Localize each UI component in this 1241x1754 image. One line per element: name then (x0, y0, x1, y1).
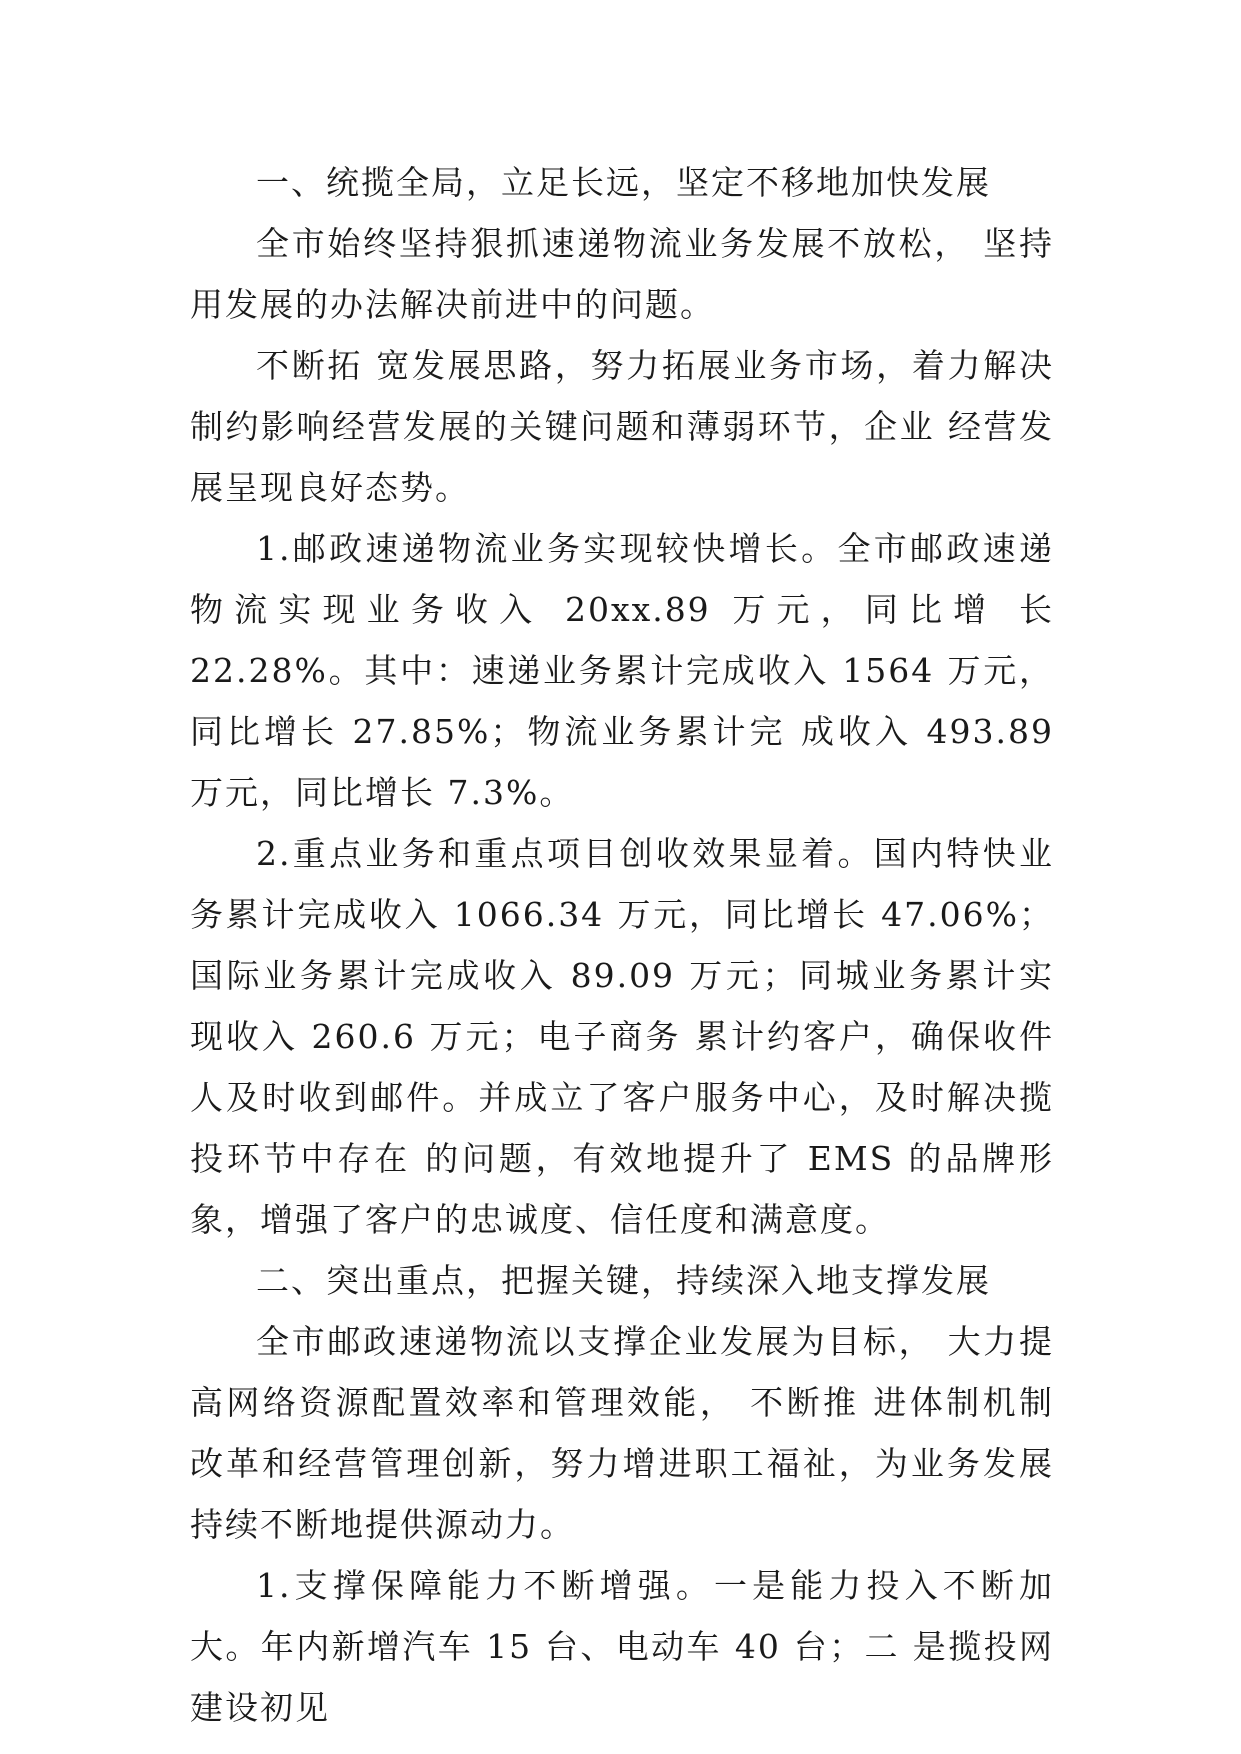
paragraph-4: 2.重点业务和重点项目创收效果显着。国内特快业务累计完成收入 1066.34 万元，同比增长 47.06%；国际业务累计完成收入 89.09 万元；同城业务累计实现收入 260.6 万元；电子商务 累计约客户，确保收件人及时收到邮件。并成立了客户服务中心，及时解决揽投环节中存在 的问题，有效地提升了 EMS 的品牌形象，增强了客户的忠诚度、信任度和满意度。 (190, 834, 1054, 1239)
paragraph-5: 全市邮政速递物流以支撑企业发展为目标， 大力提高网络资源配置效率和管理效能， 不断推 进体制机制改革和经营管理创新，努力增进职工福祉，为业务发展持续不断地提供源动力。 (190, 1322, 1054, 1544)
paragraph-6: 1.支撑保障能力不断增强。一是能力投入不断加大。年内新增汽车 15 台、电动车 40 台；二 是揽投网建设初见 (190, 1566, 1054, 1727)
section-heading-2: 二、突出重点，把握关键，持续深入地支撑发展 (256, 1261, 991, 1300)
document-body (190, 152, 1054, 1738)
paragraph-1: 全市始终坚持狠抓速递物流业务发展不放松， 坚持用发展的办法解决前进中的问题。 (190, 224, 1054, 324)
section-heading-1: 一、统揽全局，立足长远，坚定不移地加快发展 (256, 163, 991, 202)
paragraph-3: 1.邮政速递物流业务实现较快增长。全市邮政速递物流实现业务收入 20xx.89 万元，同比增 长 22.28%。其中：速递业务累计完成收入 1564 万元，同比增长 27.85%；物流业务累计完 成收入 493.89 万元，同比增长 7.3%。 (190, 529, 1054, 812)
paragraph-2: 不断拓 宽发展思路，努力拓展业务市场，着力解决制约影响经营发展的关键问题和薄弱环节，企业 经营发展呈现良好态势。 (190, 346, 1054, 507)
